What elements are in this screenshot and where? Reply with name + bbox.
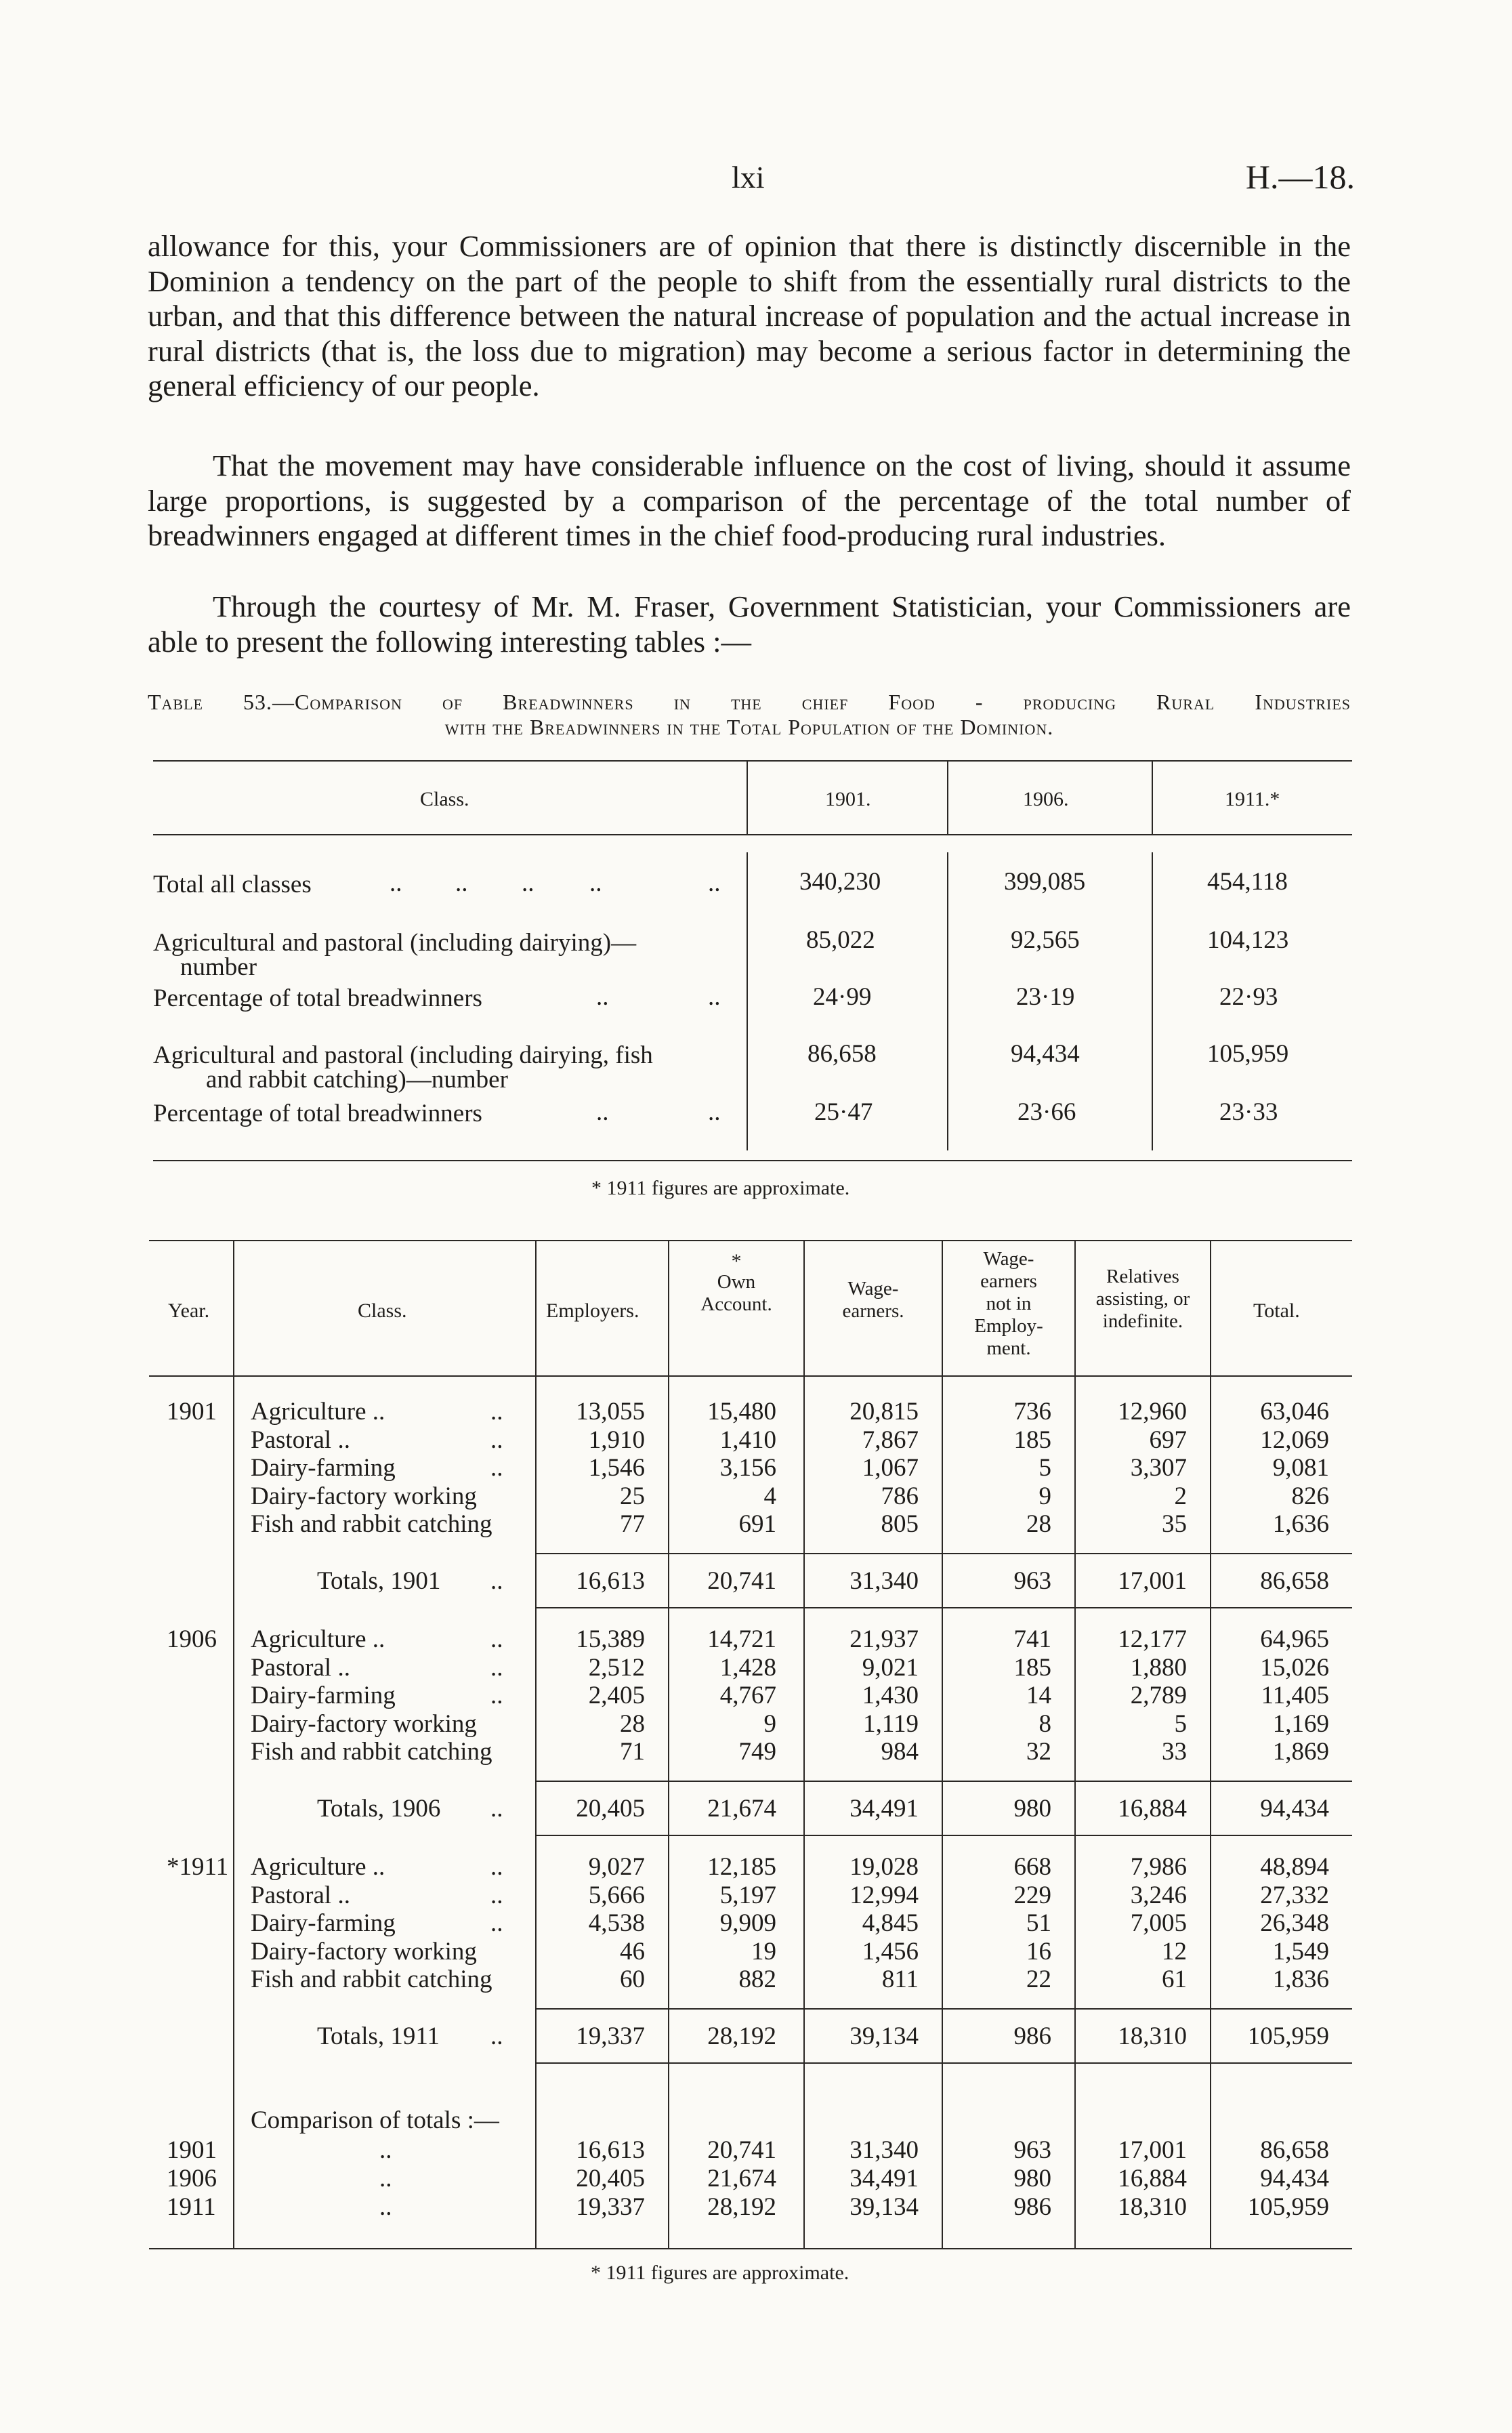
table-cell: 1,067 xyxy=(862,1454,919,1482)
table-53-cell: 94,434 xyxy=(1011,1040,1080,1068)
class-label: Agriculture .. xyxy=(251,1853,385,1881)
table-cell: 3,246 xyxy=(1130,1881,1187,1909)
table-cell: 9,027 xyxy=(588,1853,645,1881)
totals-cell: 86,658 xyxy=(1260,1567,1329,1595)
table-cell: 1,880 xyxy=(1130,1654,1187,1682)
table-cell: 12,185 xyxy=(707,1853,776,1881)
table-cell: 1,410 xyxy=(719,1426,776,1454)
table-cell: 3,156 xyxy=(719,1454,776,1482)
dot-leader: .. xyxy=(490,1795,503,1823)
comparison-cell: 18,310 xyxy=(1118,2193,1187,2221)
class-label: Dairy-farming xyxy=(251,1909,396,1937)
document-page: lxi H.—18. allowance for this, your Commissioners are of opinion that there is distinctly discernible in the Dominion a tendency on the part of the people to shift from the essentially rural districts to the urban, and that this difference between the natural increase of population and the actual increase in rural districts (that is, the loss due to migration) may become a serious factor in determining the general efficiency of our people. That the movement may have considerable influence on the cost of living, should it assume large proportions, is suggested by a comparison of the percentage of the total number of breadwinners engaged at different times in the chief food-producing rural industries. Through the courtesy of Mr. M. Fraser, Government Statistician, your Commissioners are able to present the following interesting tables :— Table 53.—Comparison of Breadwinners in the chief Food - producing Rural Industries with the Breadwinners in the Total Population of the Dominion. Class. 1901. 1906. 1911.* Total all classes .. .. .. .. .. 340,230 399,085 454,118 Agricultural and pastoral (including dairying)— number 85,022 92,565 104,123 Percentage of total breadwinners .. .. 24·99 23·19 22·93 Agricultural and pastoral (including dairying, fish and rabbit catching)—number 86,658 94,434 105,959 Percentage of total breadwinners .. .. 25·47 23·66 23·33 * 1911 figures are approximate. Year. Class. Employers. * Own Account. Wage- earners. Wage- earners not in Employ- ment. Relatives assisting, or indefinite. Total. 1901 Agriculture .. .. 13,055 15,480 20,815 736 12,960 63,046 Pastoral .. .. 1,910 1,410 7,867 185 697 12,069 Dairy-farming .. 1,546 3,156 1,067 5 3,307 9,081 Dairy-factory working 25 4 786 9 2 826 Fish and rabbit catching 77 691 805 28 35 1,636 Totals, 1901 .. 16,613 20,741 31,340 963 17,001 86,658 1906 Agriculture .. .. 15,389 14,721 21,937 741 12,177 64,965 Pastoral .. .. 2,512 1,428 9,021 185 1,880 15,026 Dairy-farming .. 2,405 4,767 1,430 14 2,789 11,405 Dairy-factory working 28 9 1,119 8 5 1,169 Fish and rabbit catching 71 749 984 32 33 1,869 Totals, 1906 .. 20,405 21,674 34,491 980 16,884 94,434 *1911 Agriculture .. .. 9,027 12,185 19,028 668 7,986 48,894 Pastoral .. .. 5,666 5,197 12,994 229 3,246 27,332 Dairy-farming .. 4,538 9,909 4,845 51 7,005 26,348 Dairy-factory working 46 19 1,456 16 12 1,549 Fish and rabbit catching 60 882 811 22 61 1,836 Totals, 1911 .. 19,337 28,192 39,134 986 18,310 105,959 Comparison of totals :— 1901 .. 16,613 20,741 31,340 963 17,001 86,658 1906 .. 20,405 21,674 34,491 980 16,884 94,434 1911 .. 19,337 28,192 39,134 986 18,310 105,959 * 1911 figures are approximate. xyxy=(148,158,1355,2284)
table-cell: 5 xyxy=(1174,1710,1187,1738)
header-total: Total. xyxy=(1253,1299,1300,1322)
totals-cell: 94,434 xyxy=(1260,1795,1329,1823)
totals-rule xyxy=(535,1553,1352,1554)
dot-leader: .. xyxy=(490,2022,503,2050)
table-cell: 811 xyxy=(881,1966,919,1993)
table-53-cell: 92,565 xyxy=(1011,926,1080,954)
totals-cell: 986 xyxy=(1013,2022,1051,2050)
table-cell: 5,666 xyxy=(588,1881,645,1909)
comparison-cell: 16,884 xyxy=(1118,2165,1187,2192)
dot-leader: .. xyxy=(490,1682,503,1709)
dot-leader: .. xyxy=(490,1398,503,1426)
table-53-caption-line-1: Table 53.—Comparison of Breadwinners in the chief Food - producing Rural Industries xyxy=(148,690,1351,714)
table-cell: 9 xyxy=(1038,1482,1051,1510)
dot-leader: .. xyxy=(490,1654,503,1682)
year-label: 1901 xyxy=(167,1398,217,1426)
table-53-header-1906: 1906. xyxy=(1023,788,1069,810)
table-cell: 5 xyxy=(1038,1454,1051,1482)
totals-cell: 21,674 xyxy=(707,1795,776,1823)
class-label: Dairy-factory working xyxy=(251,1482,477,1510)
class-label: Fish and rabbit catching xyxy=(251,1966,492,1993)
table-cell: 27,332 xyxy=(1260,1881,1329,1909)
table-cell: 697 xyxy=(1149,1426,1187,1454)
class-label: Agriculture .. xyxy=(251,1398,385,1426)
table-cell: 12,069 xyxy=(1260,1426,1329,1454)
table-cell: 15,026 xyxy=(1260,1654,1329,1682)
table-cell: 13,055 xyxy=(576,1398,645,1426)
table-cell: 7,986 xyxy=(1130,1853,1187,1881)
totals-label: Totals, 1911 xyxy=(317,2022,440,2050)
table-53-cell: 22·93 xyxy=(1219,983,1278,1011)
table-cell: 668 xyxy=(1013,1853,1051,1881)
totals-rule xyxy=(535,1781,1352,1782)
detail-table-footnote: * 1911 figures are approximate. xyxy=(591,2262,849,2284)
table-cell: 1,169 xyxy=(1272,1710,1329,1738)
paragraph-2: That the movement may have considerable influence on the cost of living, should it assume large proportions, is suggested by a comparison of the percentage of the total number of breadwinners engaged at different times in the chief food-producing rural industries. xyxy=(148,449,1351,552)
table-cell: 71 xyxy=(620,1738,645,1766)
header-own-account: * Own Account. xyxy=(700,1250,772,1315)
dot-leader: .. xyxy=(490,1853,503,1881)
totals-cell: 19,337 xyxy=(576,2022,645,2050)
class-label: Pastoral .. xyxy=(251,1426,350,1454)
table-53-header-rule xyxy=(153,834,1352,835)
table-cell: 9 xyxy=(763,1710,776,1738)
table-cell: 805 xyxy=(881,1510,919,1538)
table-cell: 1,910 xyxy=(588,1426,645,1454)
totals-cell: 34,491 xyxy=(849,1795,919,1823)
table-cell: 691 xyxy=(738,1510,776,1538)
table-53-cell: 25·47 xyxy=(814,1098,873,1126)
table-53-cell: 23·33 xyxy=(1219,1098,1278,1126)
class-label: Dairy-factory working xyxy=(251,1710,477,1738)
totals-cell: 20,405 xyxy=(576,1795,645,1823)
totals-cell: 18,310 xyxy=(1118,2022,1187,2050)
table-53-row-label: Total all classes xyxy=(153,871,312,898)
dot-leader: .. xyxy=(490,1567,503,1595)
table-cell: 46 xyxy=(620,1938,645,1966)
table-53-cell: 454,118 xyxy=(1207,868,1288,896)
table-cell: 8 xyxy=(1038,1710,1051,1738)
table-cell: 12,177 xyxy=(1118,1625,1187,1653)
table-cell: 9,909 xyxy=(719,1909,776,1937)
table-53-header-1901: 1901. xyxy=(825,788,871,810)
table-53-cell: 340,230 xyxy=(799,868,881,896)
table-cell: 1,546 xyxy=(588,1454,645,1482)
table-cell: 9,081 xyxy=(1272,1454,1329,1482)
dot-leader: .. xyxy=(490,1426,503,1454)
table-cell: 1,636 xyxy=(1272,1510,1329,1538)
class-label: Dairy-factory working xyxy=(251,1938,477,1966)
class-label: Agriculture .. xyxy=(251,1625,385,1653)
table-53-cell: 105,959 xyxy=(1207,1040,1289,1068)
totals-cell: 16,884 xyxy=(1118,1795,1187,1823)
header-wage-earners: Wage- earners. xyxy=(842,1278,904,1322)
table-53-caption xyxy=(148,690,1351,740)
header-class: Class. xyxy=(358,1299,407,1322)
table-cell: 63,046 xyxy=(1260,1398,1329,1426)
table-53-cell: 86,658 xyxy=(807,1040,877,1068)
table-cell: 826 xyxy=(1291,1482,1329,1510)
comparison-year: 1906 xyxy=(167,2165,217,2192)
table-cell: 32 xyxy=(1026,1738,1051,1766)
comparison-cell: 28,192 xyxy=(707,2193,776,2221)
table-cell: 4,767 xyxy=(719,1682,776,1709)
table-cell: 35 xyxy=(1162,1510,1187,1538)
dot-leader: .. xyxy=(379,2193,392,2221)
comparison-cell: 34,491 xyxy=(849,2165,919,2192)
totals-label: Totals, 1906 xyxy=(317,1795,441,1823)
table-53-row-label: Percentage of total breadwinners xyxy=(153,1100,482,1127)
table-cell: 7,867 xyxy=(862,1426,919,1454)
table-cell: 2,512 xyxy=(588,1654,645,1682)
table-cell: 786 xyxy=(881,1482,919,1510)
totals-cell: 963 xyxy=(1013,1567,1051,1595)
table-cell: 77 xyxy=(620,1510,645,1538)
table-cell: 9,021 xyxy=(862,1654,919,1682)
table-cell: 60 xyxy=(620,1966,645,1993)
totals-cell: 20,741 xyxy=(707,1567,776,1595)
table-53-header-1911: 1911.* xyxy=(1225,788,1280,810)
table-cell: 4,845 xyxy=(862,1909,919,1937)
paragraph-3: Through the courtesy of Mr. M. Fraser, Government Statistician, your Commissioners are able to present the following interesting tables :— xyxy=(148,589,1351,659)
table-cell: 741 xyxy=(1013,1625,1051,1653)
table-53-cell: 23·19 xyxy=(1016,983,1075,1011)
totals-cell: 28,192 xyxy=(707,2022,776,2050)
table-cell: 48,894 xyxy=(1260,1853,1329,1881)
comparison-cell: 20,405 xyxy=(576,2165,645,2192)
table-cell: 1,456 xyxy=(862,1938,919,1966)
paragraph-1: allowance for this, your Commissioners are of opinion that there is distinctly discernible in the Dominion a tendency on the part of the people to shift from the essentially rural districts to the urban, and that this difference between the natural increase of population and the actual increase in rural districts (that is, the loss due to migration) may become a serious factor in determining the general efficiency of our people. xyxy=(148,229,1351,402)
table-cell: 5,197 xyxy=(719,1881,776,1909)
table-cell: 185 xyxy=(1013,1654,1051,1682)
totals-rule xyxy=(535,1835,1352,1836)
comparison-year: 1911 xyxy=(167,2193,216,2221)
table-53-top-rule xyxy=(153,760,1352,762)
header-year: Year. xyxy=(168,1299,210,1322)
comparison-cell: 16,613 xyxy=(576,2136,645,2164)
comparison-cell: 20,741 xyxy=(707,2136,776,2164)
table-53-cell: 104,123 xyxy=(1207,926,1289,954)
class-label: Dairy-farming xyxy=(251,1454,396,1482)
comparison-cell: 94,434 xyxy=(1260,2165,1329,2192)
table-53-header-class: Class. xyxy=(420,788,469,810)
table-cell: 14 xyxy=(1026,1682,1051,1709)
table-cell: 16 xyxy=(1026,1938,1051,1966)
table-cell: 2,789 xyxy=(1130,1682,1187,1709)
comparison-cell: 31,340 xyxy=(849,2136,919,2164)
table-cell: 4,538 xyxy=(588,1909,645,1937)
header-relatives: Relatives assisting, or indefinite. xyxy=(1095,1266,1190,1332)
table-cell: 64,965 xyxy=(1260,1625,1329,1653)
totals-rule xyxy=(535,1607,1352,1608)
table-cell: 14,721 xyxy=(707,1625,776,1653)
comparison-cell: 963 xyxy=(1013,2136,1051,2164)
class-label: Fish and rabbit catching xyxy=(251,1510,492,1538)
totals-cell: 105,959 xyxy=(1247,2022,1329,2050)
comparison-cell: 105,959 xyxy=(1247,2193,1329,2221)
page-number: lxi xyxy=(732,160,765,194)
year-label: *1911 xyxy=(167,1853,229,1881)
table-cell: 749 xyxy=(738,1738,776,1766)
table-cell: 15,480 xyxy=(707,1398,776,1426)
class-label: Pastoral .. xyxy=(251,1654,350,1682)
table-cell: 3,307 xyxy=(1130,1454,1187,1482)
header-employers: Employers. xyxy=(546,1299,639,1322)
table-cell: 33 xyxy=(1162,1738,1187,1766)
table-cell: 1,869 xyxy=(1272,1738,1329,1766)
table-cell: 22 xyxy=(1026,1966,1051,1993)
table-53-cell: 85,022 xyxy=(806,926,875,954)
dot-leader: .. xyxy=(490,1625,503,1653)
dot-leader: .. xyxy=(379,2165,392,2192)
year-label: 1906 xyxy=(167,1625,217,1653)
table-cell: 15,389 xyxy=(576,1625,645,1653)
class-label: Dairy-farming xyxy=(251,1682,396,1709)
table-cell: 25 xyxy=(620,1482,645,1510)
table-cell: 2,405 xyxy=(588,1682,645,1709)
table-cell: 21,937 xyxy=(849,1625,919,1653)
table-cell: 28 xyxy=(1026,1510,1051,1538)
comparison-cell: 86,658 xyxy=(1260,2136,1329,2164)
totals-cell: 980 xyxy=(1013,1795,1051,1823)
table-53-bottom-rule xyxy=(153,1160,1352,1161)
table-cell: 185 xyxy=(1013,1426,1051,1454)
table-cell: 1,430 xyxy=(862,1682,919,1709)
table-cell: 28 xyxy=(620,1710,645,1738)
table-cell: 1,836 xyxy=(1272,1966,1329,1993)
table-53-cell: 399,085 xyxy=(1004,868,1086,896)
table-cell: 51 xyxy=(1026,1909,1051,1937)
table-cell: 61 xyxy=(1162,1966,1187,1993)
table-cell: 984 xyxy=(881,1738,919,1766)
document-reference: H.—18. xyxy=(1245,158,1355,196)
table-53-row-label: Agricultural and pastoral (including dairying, fish xyxy=(153,1041,653,1069)
table-cell: 882 xyxy=(738,1966,776,1993)
table-cell: 4 xyxy=(763,1482,776,1510)
table-cell: 12,960 xyxy=(1118,1398,1187,1426)
totals-cell: 16,613 xyxy=(576,1567,645,1595)
table-cell: 19,028 xyxy=(849,1853,919,1881)
table-cell: 736 xyxy=(1013,1398,1051,1426)
table-cell: 11,405 xyxy=(1261,1682,1329,1709)
totals-cell: 31,340 xyxy=(849,1567,919,1595)
dot-leader: .. xyxy=(490,1909,503,1937)
totals-rule xyxy=(535,2008,1352,2010)
table-cell: 12 xyxy=(1162,1938,1187,1966)
comparison-year: 1901 xyxy=(167,2136,217,2164)
comparison-cell: 17,001 xyxy=(1118,2136,1187,2164)
table-cell: 19 xyxy=(751,1938,776,1966)
totals-cell: 17,001 xyxy=(1118,1567,1187,1595)
comparison-cell: 986 xyxy=(1013,2193,1051,2221)
table-53-caption-line-2: with the Breadwinners in the Total Population of the Dominion. xyxy=(444,715,1054,739)
table-53-cell: 23·66 xyxy=(1017,1098,1076,1126)
comparison-cell: 21,674 xyxy=(707,2165,776,2192)
comparison-label: Comparison of totals :— xyxy=(251,2106,499,2134)
table-cell: 2 xyxy=(1174,1482,1187,1510)
table-53-row-label: Agricultural and pastoral (including dairying)— xyxy=(153,929,637,957)
table-cell: 7,005 xyxy=(1130,1909,1187,1937)
table-53-row-label: Percentage of total breadwinners xyxy=(153,984,482,1012)
dot-leader: .. xyxy=(490,1454,503,1482)
comparison-cell: 980 xyxy=(1013,2165,1051,2192)
table-cell: 1,428 xyxy=(719,1654,776,1682)
table-cell: 20,815 xyxy=(849,1398,919,1426)
dot-leader: .. xyxy=(490,1881,503,1909)
comparison-cell: 19,337 xyxy=(576,2193,645,2221)
class-label: Fish and rabbit catching xyxy=(251,1738,492,1766)
header-not-in-employment: Wage- earners not in Employ- ment. xyxy=(974,1248,1043,1359)
table-cell: 1,549 xyxy=(1272,1938,1329,1966)
table-53-footnote: * 1911 figures are approximate. xyxy=(591,1177,850,1199)
totals-label: Totals, 1901 xyxy=(317,1567,441,1595)
totals-rule xyxy=(535,2062,1352,2064)
table-cell: 1,119 xyxy=(863,1710,919,1738)
table-cell: 229 xyxy=(1013,1881,1051,1909)
totals-cell: 39,134 xyxy=(849,2022,919,2050)
table-cell: 12,994 xyxy=(849,1881,919,1909)
class-label: Pastoral .. xyxy=(251,1881,350,1909)
dot-leader: .. xyxy=(379,2136,392,2164)
table-cell: 26,348 xyxy=(1260,1909,1329,1937)
table-53-cell: 24·99 xyxy=(813,983,872,1011)
comparison-cell: 39,134 xyxy=(849,2193,919,2221)
